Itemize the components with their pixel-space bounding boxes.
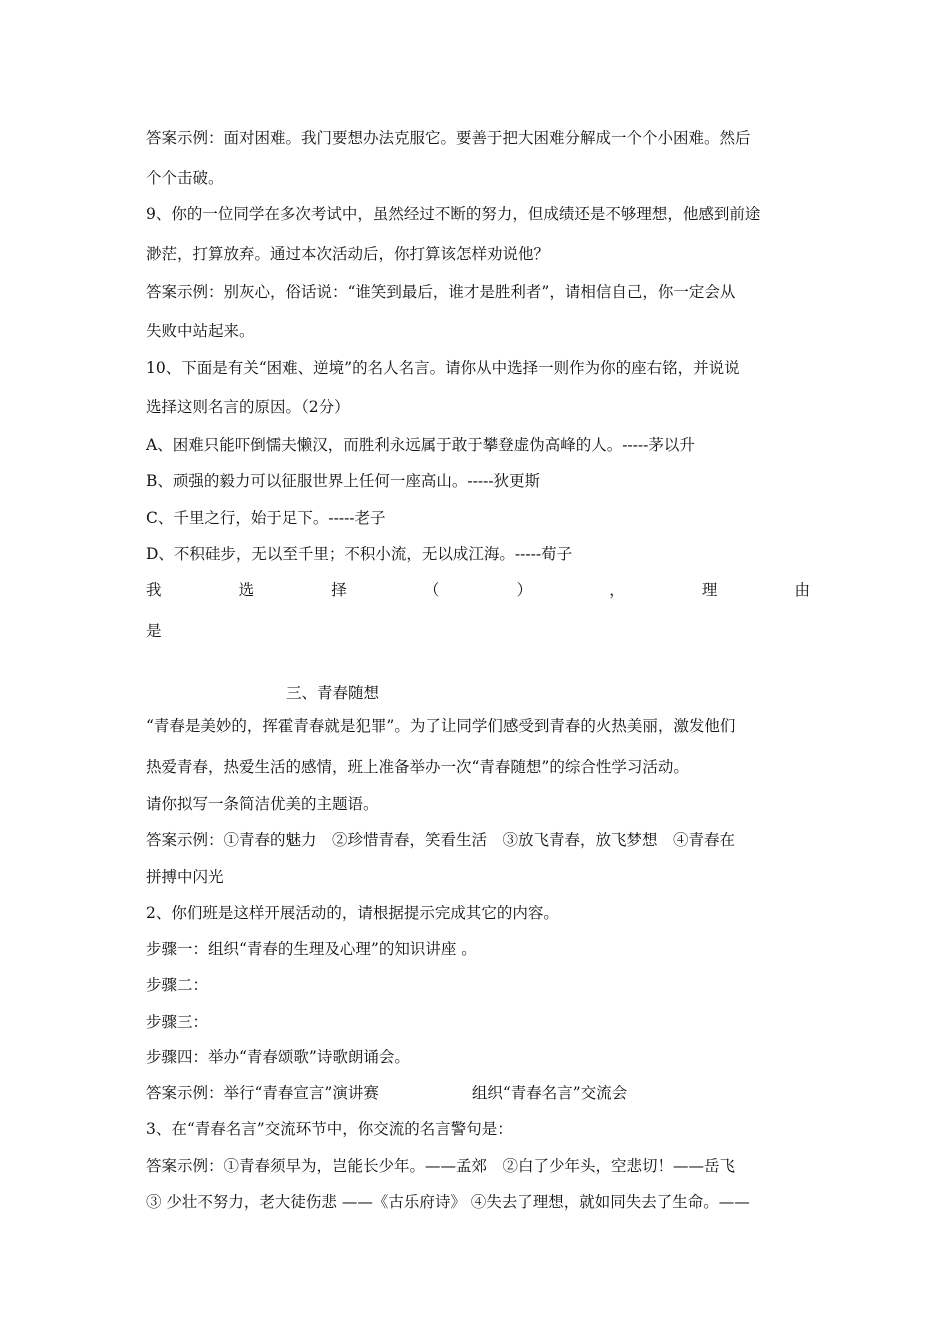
step-1: 步骤一：组织“青春的生理及心理”的知识讲座 。 (146, 940, 477, 958)
question-10: 10、下面是有关“困难、逆境”的名人名言。请你从中选择一则作为你的座右铭，并说说 (146, 359, 740, 377)
text-line: 热爱青春，热爱生活的感情，班上准备举办一次“青春随想”的综合性学习活动。 (146, 758, 689, 776)
choice-char: 理 (701, 581, 718, 599)
text-line: 渺茫，打算放弃。通过本次活动后，你打算该怎样劝说他？ (146, 245, 550, 263)
choice-char: ， (609, 581, 625, 599)
section-title: 三、青春随想 (286, 684, 380, 702)
choice-char: 我 (146, 581, 162, 599)
text-line: 拼搏中闪光 (146, 868, 224, 886)
step-3: 步骤三： (146, 1013, 209, 1031)
question-9: 9、你的一位同学在多次考试中，虽然经过不断的努力，但成绩还是不够理想，他感到前途 (146, 205, 761, 223)
answer-line: 答案示例：①青春的魅力 ②珍惜青春，笑看生活 ③放飞青春，放飞梦想 ④青春在 (146, 831, 736, 849)
option-d: D、不积硅步，无以至千里；不积小流，无以成江海。-----荀子 (146, 545, 573, 563)
answer-line: 答案示例：举行“青春宣言”演讲赛 组织“青春名言”交流会 (146, 1084, 628, 1102)
option-c: C、千里之行，始于足下。-----老子 (146, 509, 386, 527)
answer-line: ③ 少壮不努力，老大徒伤悲 ——《古乐府诗》 ④失去了理想，就如同失去了生命。—— (146, 1193, 750, 1211)
step-2: 步骤二： (146, 976, 209, 994)
answer-line: 答案示例：别灰心，俗话说：“谁笑到最后，谁才是胜利者”，请相信自己，你一定会从 (146, 283, 736, 301)
choice-char: ） (516, 581, 533, 599)
question-3: 3、在“青春名言”交流环节中，你交流的名言警句是： (146, 1120, 513, 1138)
answer-line: 答案示例：①青春须早为，岂能长少年。——孟郊 ②白了少年头，空悲切！——岳飞 (146, 1157, 736, 1175)
step-4: 步骤四：举办“青春颂歌”诗歌朗诵会。 (146, 1048, 410, 1066)
text-line: 答案示例：面对困难。我门要想办法克服它。要善于把大困难分解成一个个小困难。然后 (146, 129, 751, 147)
text-line: 失败中站起来。 (146, 322, 255, 340)
choice-char: 选 (238, 581, 255, 599)
choice-char: 由 (794, 581, 810, 599)
question-2: 2、你们班是这样开展活动的，请根据提示完成其它的内容。 (146, 904, 559, 922)
text-line: 请你拟写一条简洁优美的主题语。 (146, 795, 379, 813)
choice-tail: 是 (146, 622, 162, 640)
option-a: A、困难只能吓倒懦夫懒汉，而胜利永远属于敢于攀登虚伪高峰的人。-----茅以升 (146, 436, 695, 454)
text-line: 选择这则名言的原因。（2分） (146, 398, 350, 416)
option-b: B、顽强的毅力可以征服世界上任何一座高山。-----狄更斯 (146, 472, 541, 490)
text-line: 个个击破。 (146, 169, 224, 187)
text-line: “青春是美妙的，挥霍青春就是犯罪”。为了让同学们感受到青春的火热美丽，激发他们 (146, 717, 736, 735)
choice-char: （ (423, 581, 440, 599)
choice-line (146, 579, 810, 601)
choice-char: 择 (331, 581, 347, 599)
